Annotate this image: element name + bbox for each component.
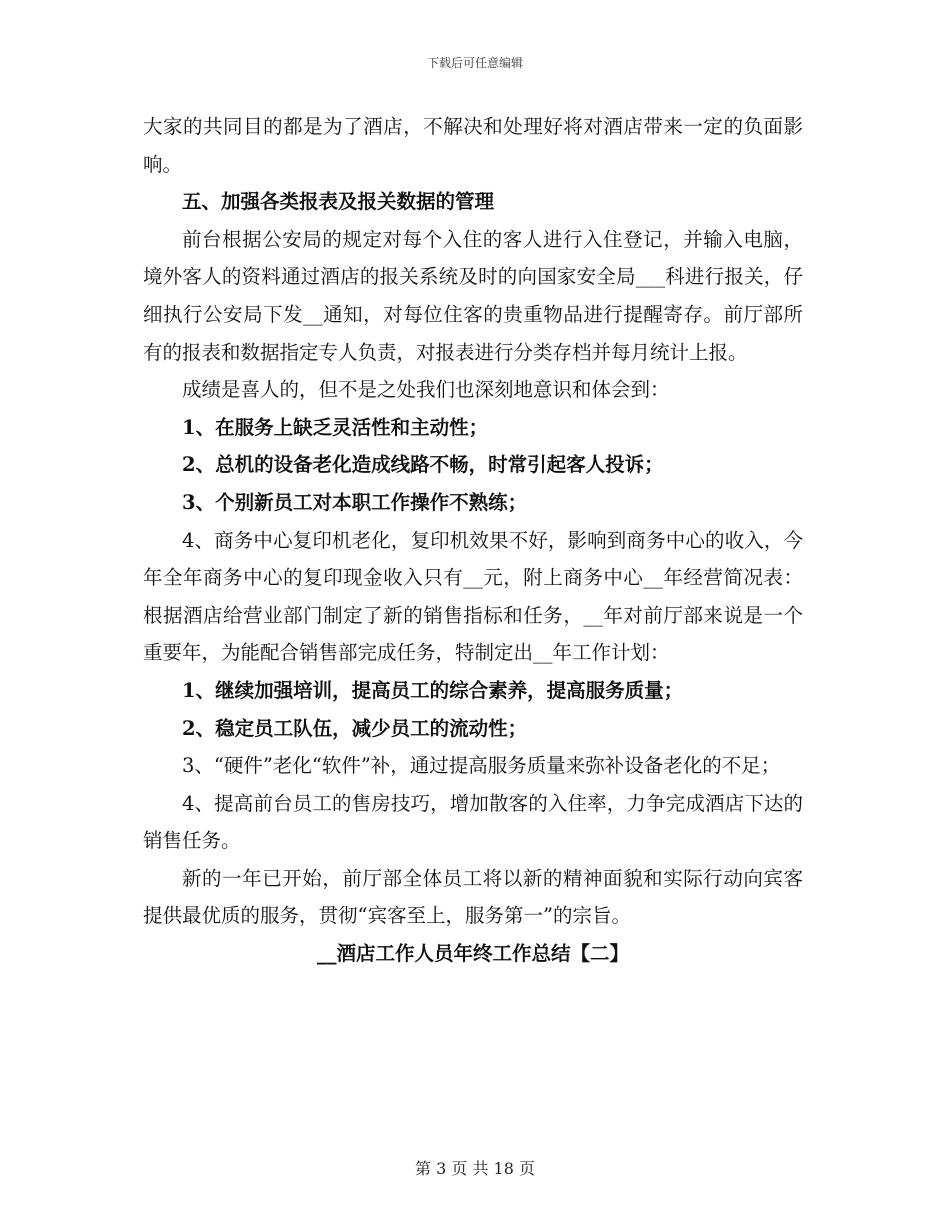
section-title: __酒店工作人员年终工作总结【二】	[316, 942, 629, 966]
list-item: 1、在服务上缺乏灵活性和主动性；	[182, 415, 489, 439]
paragraph: 成绩是喜人的，但不是之处我们也深刻地意识和体会到：	[182, 378, 670, 402]
list-item: 1、继续加强培训，提高员工的综合素养，提高服务质量；	[182, 678, 684, 702]
list-item: 4、提高前台员工的售房技巧，增加散客的入住率，力争完成酒店下达的销售任务。	[143, 791, 803, 853]
section-heading: 五、加强各类报表及报关数据的管理	[182, 190, 495, 214]
list-item: 3、个别新员工对本职工作操作不熟练；	[182, 490, 528, 514]
page-number-footer: 第 3 页 共 18 页	[415, 1159, 535, 1178]
header-note: 下载后可任意编辑	[426, 56, 523, 70]
list-item: 2、稳定员工队伍，减少员工的流动性；	[182, 716, 528, 740]
paragraph: 大家的共同目的都是为了酒店，不解决和处理好将对酒店带来一定的负面影响。	[143, 115, 803, 176]
document-body	[143, 108, 803, 973]
paragraph: 4、商务中心复印机老化，复印机效果不好，影响到商务中心的收入，今年全年商务中心的复印现金收入只有__元，附上商务中心__年经营简况表：根据酒店给营业部门制定了新的销售指标和任务，__年对前厅部来说是一个重要年，为能配合销售部完成任务，特制定出__年工作计划：	[143, 528, 803, 665]
paragraph: 新的一年已开始，前厅部全体员工将以新的精神面貌和实际行动向宾客提供最优质的服务，贯彻“宾客至上，服务第一”的宗旨。	[143, 866, 803, 928]
list-item: 2、总机的设备老化造成线路不畅，时常引起客人投诉；	[182, 453, 664, 477]
list-item: 3、“硬件”老化“软件”补，通过提高服务质量来弥补设备老化的不足；	[182, 754, 781, 778]
paragraph: 前台根据公安局的规定对每个入住的客人进行入住登记，并输入电脑，境外客人的资料通过酒店的报关系统及时的向国家安全局___科进行报关，仔细执行公安局下发__通知，对每位住客的贵重物品进行提醒寄存。前厅部所有的报表和数据指定专人负责，对报表进行分类存档并每月统计上报。	[143, 227, 803, 364]
